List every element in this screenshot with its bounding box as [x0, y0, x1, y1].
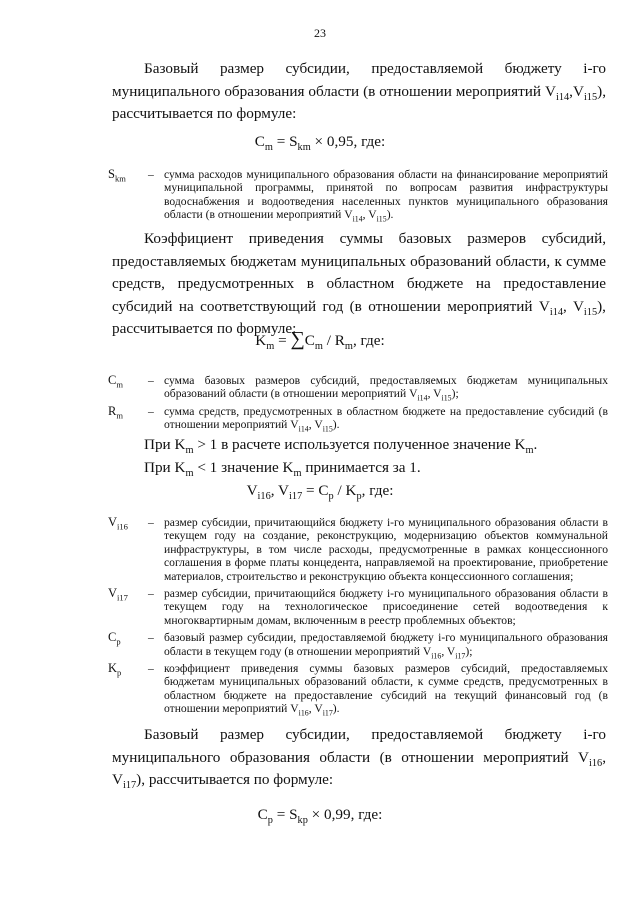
paragraph-base-subsidy-14-15: Базовый размер субсидии, предоставляемой бюджету i-го муниципального образования области (в отношении мероприятий $V_{i14},V_{i15}$), рассчитывается по формуле:: [112, 60, 606, 122]
km-less-line: При $K_m < 1$ значение $K_m$ принимается за 1.: [144, 459, 421, 480]
definition-item: $V_{i17}$ – размер субсидии, причитающийся бюджету i-го муниципального образования области в текущем году на технологическое присоединение сетей водоотведения к многоквартирным домам, включенным в реестр проблемных объектов;: [108, 586, 608, 627]
formula-cp: $C_p = S_{kp} \times 0,99$, где:: [257, 806, 383, 827]
definition-item: $S_{km}$ – сумма расходов муниципального образования области на финансирование мероприятий муниципальной программы, принятой по вопросам развития инфраструктуры водоснабжения и водоотведения населенных пунктов муниципального образования области (в отношении мероприятий $V_{i14}$, $V_{i15}$).: [108, 167, 608, 224]
formula-v16-v17: $V_{i16}$, $V_{i17} = C_p / K_p$, где:: [246, 482, 394, 503]
formula-km: $K_m = \sum C_m / R_m$, где:: [255, 328, 385, 353]
formula-cm: $C_m = S_{km} \times 0,95$, где:: [254, 133, 386, 154]
definitions-skm: [108, 168, 608, 226]
definition-item: $C_p$ – базовый размер субсидии, предоставляемой бюджету i-го муниципального образования области в текущем году (в отношении мероприятий $V_{i16}$, $V_{i17}$);: [108, 630, 608, 660]
km-greater-line: При $K_m > 1$ в расчете используется полученное значение $K_m$.: [144, 436, 538, 457]
definition-item: $R_m$ – сумма средств, предусмотренных в областном бюджете на предоставление субсидий (в отношении мероприятий $V_{i14}$, $V_{i15}$).: [108, 403, 608, 434]
definition-item: $K_p$ – коэффициент приведения суммы базовых размеров субсидий, предоставляемых бюджетам муниципальных образований области, к сумме средств, предусмотренных в областном бюджете на предоставление субсидий на текущий финансовый год (в отношении мероприятий $V_{i16}$, $V_{i17}$).: [108, 661, 608, 718]
page-number: 23: [314, 26, 326, 40]
definition-item: $V_{i16}$ – размер субсидии, причитающийся бюджету i-го муниципального образования области в текущем году на создание, реконструкцию, модернизацию объектов коммунальной инфраструктуры, в том числе расходы, предусмотренные в рамках концессионного соглашения в форме платы концедента, направляемой на проектирование, приобретение материалов, строительство и реконструкцию объекта концессионного соглашения;: [108, 515, 608, 583]
definitions-v16-v17-cp-kp: [108, 516, 608, 720]
paragraph-base-subsidy-16-17: Базовый размер субсидии, предоставляемой бюджету i-го муниципального образования области (в отношении мероприятий $V_{i16}$, $V_{i17}$), рассчитывается по формуле:: [112, 726, 606, 792]
definition-item: $C_m$ – сумма базовых размеров субсидий, предоставляемых бюджетам муниципальных образований области (в отношении мероприятий $V_{i14}$, $V_{i15}$);: [108, 373, 608, 403]
definitions-cm-rm: [108, 374, 608, 436]
paragraph-coefficient-km: Коэффициент приведения суммы базовых размеров субсидий, предоставляемых бюджетам муниципальных образований области, к сумме средств, предусмотренных в областном бюджете на предоставление субсидий на соответствующий год (в отношении мероприятий $V_{i14}$, $V_{i15}$), рассчитывается по формуле:: [112, 230, 606, 337]
